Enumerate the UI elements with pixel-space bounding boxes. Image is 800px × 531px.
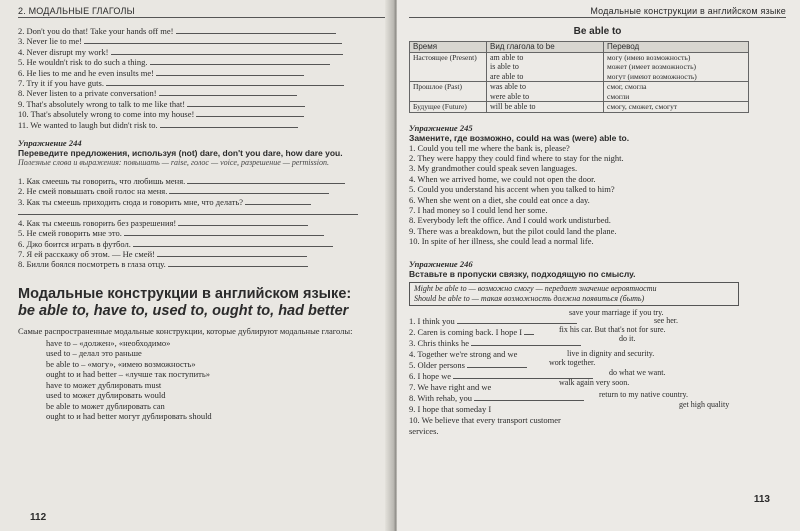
form-cell: was able to were able to xyxy=(487,82,604,102)
table-row xyxy=(410,102,749,113)
exercise-246-item: 4. Together we're strong and we xyxy=(409,348,518,359)
item-tail: return to my native country. xyxy=(599,389,689,399)
tense-cell: Прошлое (Past) xyxy=(410,82,487,102)
section-title: Модальные конструкции в английском языке: xyxy=(18,285,352,302)
table-header-cell: Вид глагола to be xyxy=(487,42,604,53)
item-tail: see her. xyxy=(654,315,678,325)
exercise-246-item: 8. With rehab, you xyxy=(409,393,584,403)
translation-line: 1. Как смеешь ты говорить, что любишь меня. xyxy=(18,176,387,186)
table-header-row xyxy=(410,42,749,53)
left-page-number: 112 xyxy=(30,512,47,523)
sentence-line: 3. Never lie to me! xyxy=(18,36,387,46)
item-tail: walk again very soon. xyxy=(559,377,630,387)
translation-cell: смог, смогла смогли xyxy=(604,82,749,102)
sentence-line: 10. That's absolutely wrong to come into my house! xyxy=(18,109,387,119)
section-subtitle: be able to, have to, used to, ought to, had better xyxy=(18,302,349,319)
exercise-246-item: 1. I think you xyxy=(409,316,577,326)
right-page-number: 113 xyxy=(753,494,770,505)
form-cell: will be able to xyxy=(487,102,604,113)
exercise-246-item: 3. Chris thinks he xyxy=(409,338,581,348)
left-running-head: 2. МОДАЛЬНЫЕ ГЛАГОЛЫ xyxy=(18,6,387,18)
translation-line: 7. Я ей расскажу об этом. — Не смей! xyxy=(18,249,387,259)
construction-item: have to – «должен», «необходимо» xyxy=(46,337,171,348)
exercise-244-title: Упражнение 244 xyxy=(18,138,82,149)
exercise-246-item: 6. I hope we xyxy=(409,371,593,381)
exercise-245-instruction: Замените, где возможно, could на was (were) able to. xyxy=(409,132,630,143)
sentence-line: 9. That's absolutely wrong to talk to me like that! xyxy=(18,99,387,109)
table-row xyxy=(410,52,749,82)
translation-line: 5. Не смей говорить мне это. xyxy=(18,228,387,238)
exercise-244-instruction: Переведите предложения, используя (not) dare, don't you dare, how dare you. xyxy=(18,148,343,159)
sentence-line: 11. We wanted to laugh but didn't risk to. xyxy=(18,120,387,130)
sentence-line: 5. He wouldn't risk to do such a thing. xyxy=(18,57,387,67)
table-row xyxy=(410,82,749,102)
exercise-245-items xyxy=(409,143,786,247)
exercise-245-item: 10. In spite of her illness, she could lead a normal life. xyxy=(409,236,594,247)
exercise-246-item: 10. We believe that every transport customer xyxy=(409,414,561,425)
item-tail: do what we want. xyxy=(609,367,666,377)
translation-line: 8. Билли боялся посмотреть в глаза отцу. xyxy=(18,259,387,269)
sentence-line: 6. He lies to me and he even insults me! xyxy=(18,68,387,78)
exercise-244-hint: Полезные слова и выражения: повышать — raise, голос — voice, разрешение — permission. xyxy=(18,158,329,168)
translation-line: 4. Как ты смеешь говорить без разрешения! xyxy=(18,218,387,228)
translation-cell: смогу, сможет, смогут xyxy=(604,102,749,113)
construction-item: ought to и had better – «лучше так поступить» xyxy=(46,369,211,380)
section-intro: Самые распространенные модальные конструкции, которые дублируют модальные глаголы: xyxy=(18,325,353,336)
construction-item: used to может дублировать would xyxy=(46,390,166,401)
exercise-245-item: 3. My grandmother could speak seven languages. xyxy=(409,163,578,174)
exercise-245-item: 7. I had money so I could lend her some. xyxy=(409,204,548,215)
exercise-245-item: 5. Could you understand his accent when you talked to him? xyxy=(409,184,615,195)
table-header-cell: Время xyxy=(410,42,487,53)
exercise-246-item: 9. I hope that someday I xyxy=(409,403,492,414)
translation-line: 3. Как ты смеешь приходить сюда и говорить мне, что делать? xyxy=(18,197,387,207)
exercise-246-title: Упражнение 246 xyxy=(409,258,473,269)
exercise-245-title: Упражнение 245 xyxy=(409,122,473,133)
table-header-cell: Перевод xyxy=(604,42,749,53)
exercise-246-items xyxy=(409,307,779,436)
exercise-246-instruction: Вставьте в пропуски связку, подходящую по смыслу. xyxy=(409,268,636,279)
item-tail: save your marriage if you try. xyxy=(569,307,664,317)
construction-item: have to может дублировать must xyxy=(46,379,162,390)
be-able-to-table xyxy=(409,41,749,113)
exercise-244-items xyxy=(18,176,387,270)
tense-cell: Настоящее (Present) xyxy=(410,52,487,82)
item-tail: live in dignity and security. xyxy=(567,348,655,358)
sentence-line: 7. Try it if you have guts. xyxy=(18,78,387,88)
translation-cell: могу (имею возможность) может (имеет возможность) могут (имеют возможность) xyxy=(604,52,749,82)
item-tail: do it. xyxy=(619,333,636,343)
translation-line: 2. Не смей повышать свой голос на меня. xyxy=(18,186,387,196)
construction-item: used to – делал это раньше xyxy=(46,348,142,359)
sentence-line: 4. Never disrupt my work! xyxy=(18,47,387,57)
exercise-245-item: 4. When we arrived home, we could not open the door. xyxy=(409,173,596,184)
exercise-245-item: 6. When she went on a diet, she could eat once a day. xyxy=(409,194,590,205)
sentence-line: 8. Never listen to a private conversation! xyxy=(18,88,387,98)
exercise-245-item: 2. They were happy they could find where to stay for the night. xyxy=(409,152,624,163)
exercise-246-box xyxy=(409,282,739,306)
construction-item: be able to – «могу», «имею возможность» xyxy=(46,358,196,369)
exercise-246-item: 2. Caren is coming back. I hope I xyxy=(409,327,534,337)
exercise-246-item: 7. We have right and we xyxy=(409,381,492,392)
exercise-246-item-end: services. xyxy=(409,425,439,436)
left-sentence-list xyxy=(18,26,387,130)
table-title: Be able to xyxy=(573,26,622,37)
exercise-245-item: 8. Everybody left the office. And I could work undisturbed. xyxy=(409,215,611,226)
exercise-245-item: 1. Could you tell me where the bank is, please? xyxy=(409,142,570,153)
translation-line xyxy=(18,207,387,217)
construction-item: be able to может дублировать can xyxy=(46,400,165,411)
right-page xyxy=(397,0,800,531)
construction-item: ought to и had better могут дублировать should xyxy=(46,411,212,422)
box-line: Might be able to — возможно смогу — передает значение вероятности xyxy=(414,283,657,293)
item-tail: work together. xyxy=(549,357,596,367)
box-line: Should be able to — такая возможность должна появиться (быть) xyxy=(414,293,645,303)
translation-line: 6. Джо боится играть в футбол. xyxy=(18,239,387,249)
item-tail: fix his car. But that's not for sure. xyxy=(559,324,666,334)
exercise-245-item: 9. There was a breakdown, but the pilot could land the plane. xyxy=(409,225,617,236)
form-cell: am able to is able to are able to xyxy=(487,52,604,82)
exercise-246-item: 5. Older persons xyxy=(409,360,527,370)
sentence-line: 2. Don't you do that! Take your hands off me! xyxy=(18,26,387,36)
construction-list xyxy=(18,338,387,422)
item-tail: get high quality xyxy=(679,399,730,409)
left-page xyxy=(0,0,395,531)
tense-cell: Будущее (Future) xyxy=(410,102,487,113)
right-running-head: Модальные конструкции в английском языке xyxy=(409,6,786,18)
